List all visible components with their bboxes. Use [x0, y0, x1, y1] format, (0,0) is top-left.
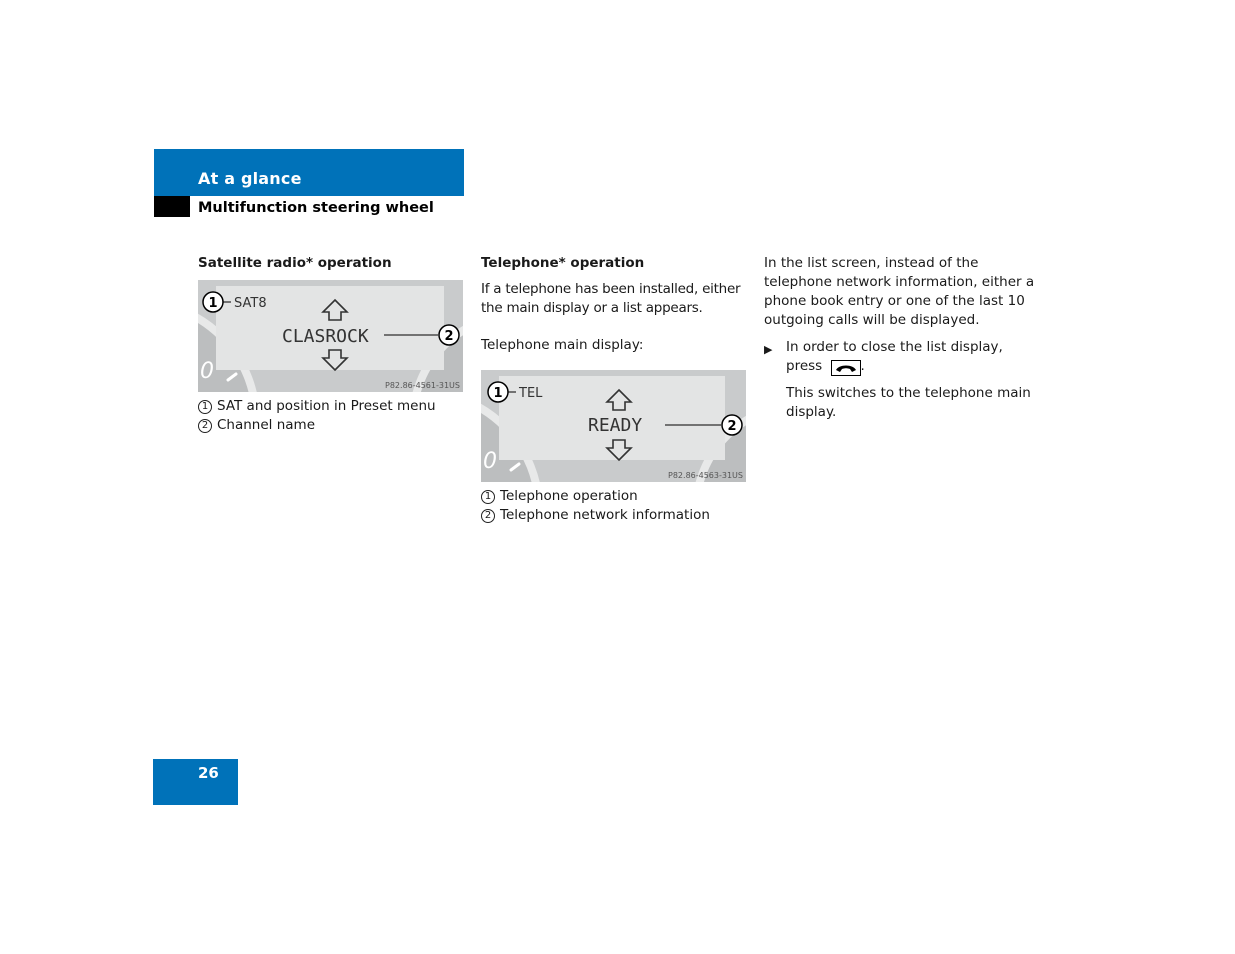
bullet-arrow-icon: ▶ — [764, 343, 773, 356]
section-title: At a glance — [198, 169, 302, 188]
svg-text:1: 1 — [493, 386, 503, 401]
caption-item: 2 Channel name — [198, 416, 466, 435]
subsection-title: Multifunction steering wheel — [198, 200, 434, 216]
instruction-result: This switches to the telephone main display. — [786, 385, 1031, 420]
phone-hangup-icon — [831, 360, 861, 376]
telephone-column — [481, 254, 749, 525]
telephone-intro: If a telephone has been installed, either the main display or a list appears. — [481, 281, 741, 316]
list-screen-column — [764, 254, 1036, 422]
caption-item: 1 SAT and position in Preset menu — [198, 397, 466, 416]
tel-label-text: TEL — [519, 386, 543, 401]
sat-label-text: SAT8 — [234, 296, 267, 311]
svg-text:1: 1 — [208, 296, 218, 311]
page-number-box — [153, 759, 238, 805]
svg-text:2: 2 — [727, 419, 737, 434]
telephone-heading: Telephone* operation — [481, 255, 645, 271]
section-tab-marker — [154, 196, 190, 217]
svg-text:0: 0 — [200, 359, 214, 384]
status-text: READY — [588, 415, 643, 436]
main-display-label: Telephone main display: — [481, 337, 644, 353]
satellite-heading: Satellite radio* operation — [198, 255, 392, 271]
instruction-text: In order to close the list display, press — [786, 339, 1003, 374]
channel-name-text: CLASROCK — [282, 326, 369, 347]
image-code: P82.86-4563-31US — [668, 471, 743, 480]
satellite-display-figure — [198, 280, 463, 392]
satellite-column — [198, 254, 466, 435]
svg-text:0: 0 — [483, 449, 497, 474]
instruction-step: ▶ In order to close the list display, press . — [764, 339, 1003, 374]
caption-item: 2 Telephone network information — [481, 506, 749, 525]
telephone-display-figure — [481, 370, 746, 482]
image-code: P82.86-4561-31US — [385, 381, 460, 390]
caption-item: 1 Telephone operation — [481, 487, 749, 506]
list-screen-paragraph: In the list screen, instead of the telephone network information, either a phone book entry or one of the last 10 outgoing calls will be displayed. — [764, 255, 1035, 328]
svg-text:2: 2 — [444, 329, 454, 344]
page-number: 26 — [198, 764, 219, 782]
